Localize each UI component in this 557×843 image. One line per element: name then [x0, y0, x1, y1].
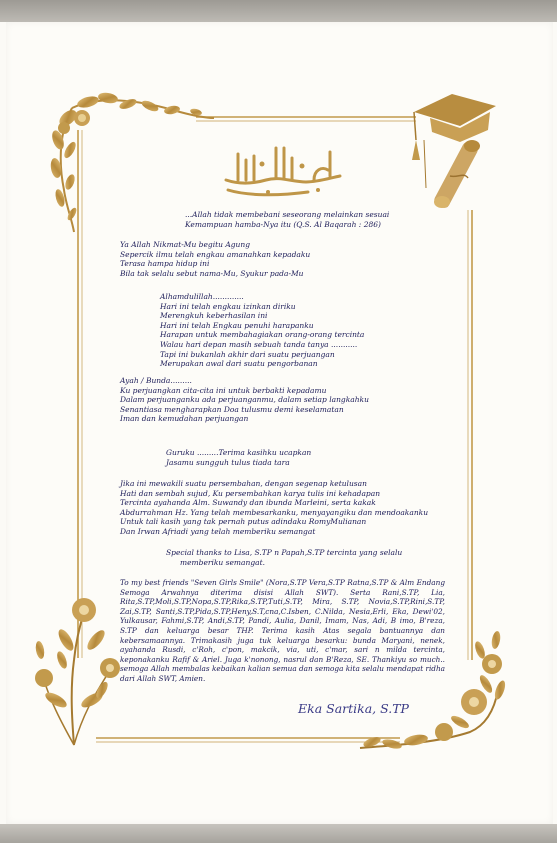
poem-line: Untuk tali kasih yang tak pernah putus adindaku RomyMulianan — [120, 517, 367, 527]
quran-quote — [185, 210, 389, 229]
poem-line: Terasa hampa hidup ini — [120, 259, 210, 269]
poem-line: Hati dan sembah sujud, Ku persembahkan karya tulis ini kehadapan — [120, 488, 381, 498]
poem-line: Jika ini mewakili suatu persembahan, dengan segenap ketulusan — [120, 479, 367, 488]
poem-line: Ku perjuangkan cita-cita ini untuk berbakti kepadamu — [120, 385, 327, 395]
quote-line: ...Allah tidak membebani seseorang melainkan sesuai — [185, 210, 390, 219]
poem-line: Sepercik ilmu telah engkau amanahkan kepadaku — [120, 249, 311, 259]
poem-line: Merupakan awal dari suatu pengorbanan — [160, 359, 318, 369]
poem-line: Jasamu sungguh tulus tiada tara — [166, 457, 290, 467]
scan-edge-top — [0, 0, 557, 22]
poem-line: Special thanks to Lisa, S.TP n Papah,S.TP tercinta yang selalu — [166, 548, 403, 557]
poem-line: Dan Irwan Afriadi yang telah memberiku semangat — [120, 526, 316, 536]
scan-edge-bottom — [0, 824, 557, 843]
poem-stanza-1 — [120, 240, 310, 278]
poem-line: Walau hari depan masih sebuah tanda tanya ........... — [160, 339, 358, 349]
poem-line: Hari ini telah Engkau penuhi harapanku — [160, 320, 314, 330]
poem-line: Iman dan kemudahan perjuangan — [120, 414, 249, 424]
poem-line: Abdurrahman Hz. Yang telah membesarkanku, menyayangiku dan mendoakanku — [120, 507, 429, 517]
poem-stanza-5 — [120, 479, 428, 537]
poem-line: Tapi ini bukanlah akhir dari suatu perjuangan — [160, 349, 335, 359]
poem-stanza-2 — [160, 292, 364, 369]
poem-line: Ya Allah Nikmat-Mu begitu Agung — [120, 240, 251, 249]
bismillah-calligraphy — [218, 140, 348, 200]
poem-line: Harapan untuk membahagiakan orang-orang tercinta — [160, 330, 365, 340]
poem-stanza-4 — [166, 448, 311, 467]
author-signature: Eka Sartika, S.TP — [298, 701, 409, 716]
poem-line: Merengkuh keberhasilan ini — [160, 311, 268, 321]
poem-line: Hari ini telah engkau izinkan diriku — [160, 301, 296, 311]
poem-line: memberiku semangat. — [180, 557, 266, 567]
poem-line: Alhamdulillah............. — [160, 292, 244, 301]
special-thanks — [166, 548, 402, 567]
poem-line: Senantiasa mengharapkan Doa tulusmu demi keselamatan — [120, 404, 344, 414]
friends-paragraph: To my best friends "Seven Girls Smile" (Nora,S.TP Vera,S.TP Ratna,S.TP & Alm Endang Semoga Arwahnya diterima disisi Allah SWT). Serta Rani,S.TP, Lia, Rita,S.TP,Moli,S.TP,Nopa,S.TP,Rika,S.TP,Tuti,S.TP, Mira, S.TP, Novia,S.TP,Rini,S.TP, Zai,S.TP, Santi,S.TP,Pida,S.TP,Heny,S.T,cna,C.Isben, C.Nilda, Nesia,Erli, Eka, Dewi'02, Yulkausar, Fahmi,S.TP, Andi,S.TP, Pandi, Aulia, Danil, Imam, Nas, Adi, B imo, B'reza, S.TP dan keluarga besar THP. Terima kasih Atas segala bantuannya dan kebersamaannya. Trimakasih juga tuk keluarga besarku: bunda Maryani, nenek, ayahanda Rusdi, c'Roh, c'pon, makcik, via, uti, c'mar, sari n milda tercinta, keponakanku Rafif & Ariel. Juga k'nonong, nasrul dan B'Reza, SE. Thankiyu so much.. semoga Allah membalas kebaikan kalian semua dan semoga kita selalu mendapat ridha dari Allah SWT, Amien. — [120, 578, 445, 683]
quote-line: Kemampuan hamba-Nya itu (Q.S. Al Baqarah : 286) — [185, 219, 381, 229]
poem-line: Tercinta ayahanda Alm. Suwandy dan ibunda Marleini, serta kakak — [120, 498, 376, 508]
poem-line: Ayah / Bunda......... — [120, 376, 192, 385]
poem-line: Bila tak selalu sebut nama-Mu, Syukur pada-Mu — [120, 268, 304, 278]
poem-stanza-3 — [120, 376, 369, 424]
poem-line: Dalam perjuanganku ada perjuanganmu, dalam setiap langkahku — [120, 395, 369, 405]
poem-line: Guruku .........Terima kasihku ucapkan — [166, 448, 312, 457]
